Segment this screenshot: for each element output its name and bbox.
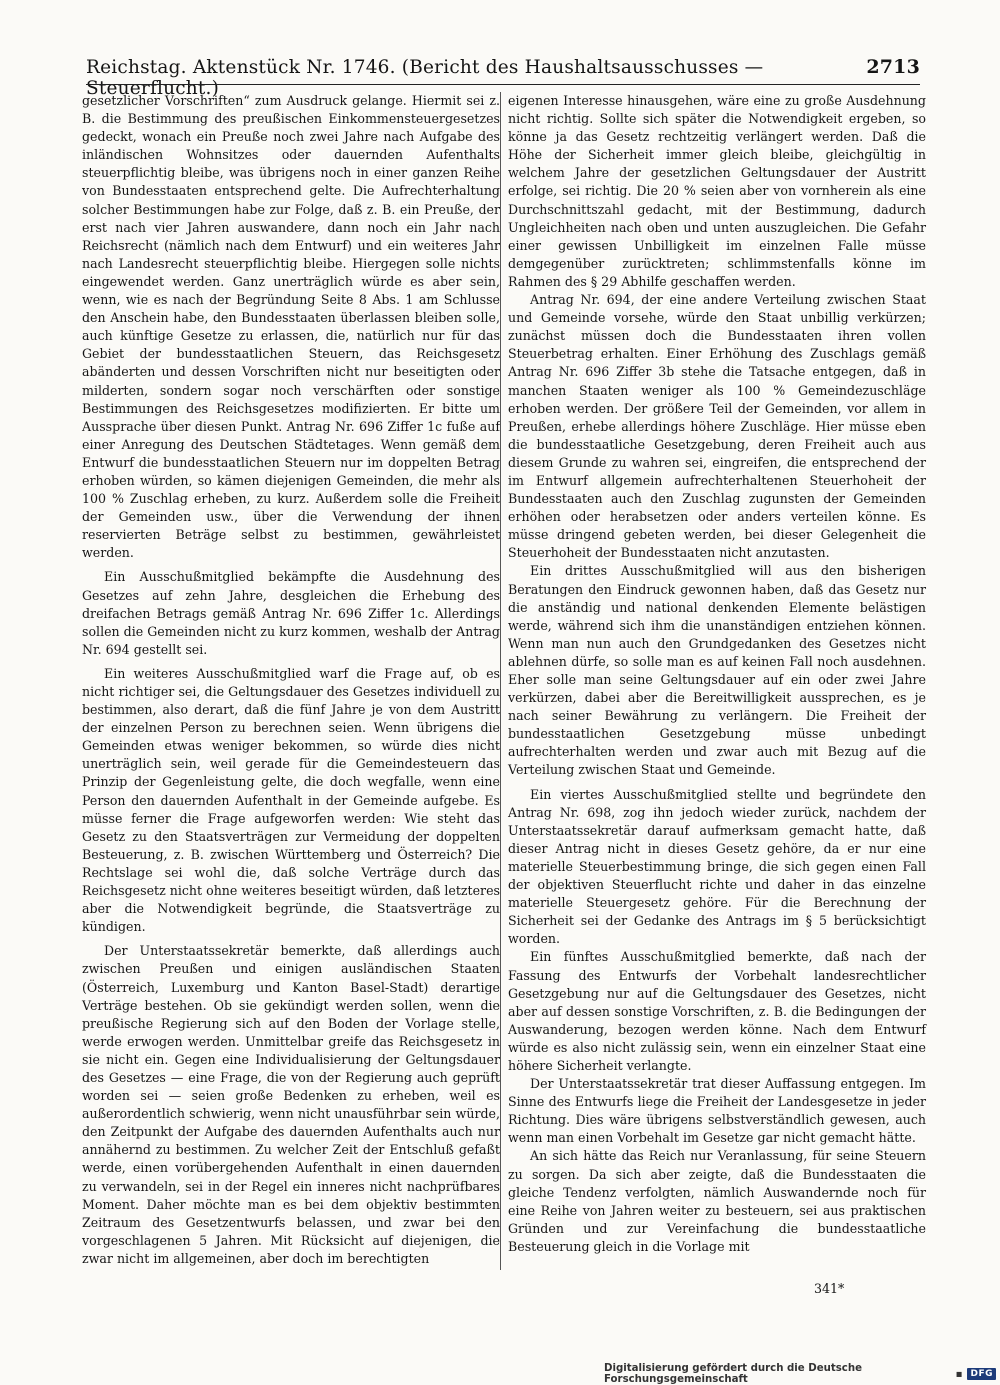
separator-dot: ▪ [955,1368,963,1380]
header-rule [86,84,920,85]
paragraph: gesetzlicher Vorschriften“ zum Ausdruck gelange. Hiermit sei z. B. die Bestimmung des preußischen Einkommensteuergesetzes gedeckt, wonach ein Preuße noch zwei Jahre nach Aufgabe des inländischen Wohnsitzes oder dauernden Aufenthalts steuerpflichtig bleibe, was übrigens noch in einer ganzen Reihe von Bundesstaaten entsprechend gelte. Die Aufrechterhaltung solcher Bestimmungen habe zur Folge, daß z. B. ein Preuße, der erst nach vier Jahren auswandere, dann noch ein Jahr nach Reichsrecht (nämlich nach dem Entwurf) und ein weiteres Jahr nach Landesrecht steuerpflichtig bleibe. Hiergegen solle nichts eingewendet werden. Ganz unerträglich würde es aber sein, wenn, wie es nach der Begründung Seite 8 Abs. 1 am Schlusse den Anschein habe, den Bundesstaaten überlassen bleiben solle, auch künftige Gesetze zu erlassen, die, natürlich nur für das Gebiet der bundesstaatlichen Steuern, das Reichsgesetz abänderten und dessen Vorschriften nicht nur beseitigten oder milderten, sondern sogar noch verschärften oder sonstige Bestimmungen des Reichsgesetzes modifizierten. Er bitte um Aussprache über diesen Punkt. Antrag Nr. 696 Ziffer 1c fuße auf einer Anregung des Deutschen Städtetages. Wenn gemäß dem Entwurf die bundesstaatlichen Steuern nur im doppelten Betrag erhoben würden, so kämen diejenigen Gemeinden, die mehr als 100 % Zuschlag erheben, zu kurz. Außerdem solle die Freiheit der Gemeinden usw., über die Verwendung der ihnen reservierten Beträge selbst zu bestimmen, gewährleistet werden. [82,93,500,561]
paragraph: An sich hätte das Reich nur Veranlassung, für seine Steuern zu sorgen. Da sich aber zeigte, daß die Bundesstaaten die gleiche Tendenz verfolgten, nämlich Auswandernde noch für eine Reihe von Jahren weiter zu besteuern, sei aus praktischen Gründen und zur Vereinfachung die bundesstaatliche Besteuerung gleich in die Vorlage mit [508,1148,926,1254]
paragraph: Der Unterstaatssekretär trat dieser Auffassung entgegen. Im Sinne des Entwurfs liege die Freiheit der Landesgesetze in jeder Richtung. Dies wäre übrigens selbstverständlich gewesen, auch wenn man einen Vorbehalt im Gesetze gar nicht gemacht hätte. [508,1076,926,1146]
left-column [82,92,500,1268]
paragraph: Ein viertes Ausschußmitglied stellte und begründete den Antrag Nr. 698, zog ihn jedoch wieder zurück, nachdem der Unterstaatssekretär darauf aufmerksam gemacht hatte, daß dieser Antrag nicht in dieses Gesetz gehöre, da er nur eine materielle Steuerbestimmung bringe, die sich gegen einen Fall der objektiven Steuerflucht richte und daher in das einzelne materielle Steuergesetz gehöre. Für die Berechnung der Sicherheit sei der Gedanke des Antrags im § 5 berücksichtigt worden. [508,786,926,947]
paragraph: Ein weiteres Ausschußmitglied warf die Frage auf, ob es nicht richtiger sei, die Geltungsdauer des Gesetzes individuell zu bestimmen, also derart, daß die fünf Jahre je von dem Austritt der einzelnen Person zu berechnen seien. Wenn übrigens die Gemeinden etwas weniger bekommen, so würde dies nicht unerträglich sein, weil gerade für die Gemeindesteuern das Prinzip der Gegenleistung gelte, die doch wegfalle, wenn eine Person den dauernden Aufenthalt in der Gemeinde aufgebe. Es müsse ferner die Frage aufgeworfen werden: Wie steht das Gesetz zu den Staatsverträgen zur Vermeidung der doppelten Besteuerung, z. B. zwischen Württemberg und Österreich? Die Rechtslage sei wohl die, daß solche Verträge durch das Reichsgesetz nicht ohne weiteres beseitigt würden, daß letzteres aber die Notwendigkeit begründe, die Staatsverträge zu kündigen. [82,665,500,935]
signature-mark: 341* [814,1281,845,1296]
running-title: Reichstag. Aktenstück Nr. 1746. (Bericht des Haushaltsausschusses — Steuerflucht.) [86,57,764,99]
digitization-footer [604,1363,996,1385]
dfg-logo: DFG [967,1368,996,1380]
right-column [508,92,926,1256]
footer-text: Digitalisierung gefördert durch die Deutsche Forschungsgemeinschaft [604,1363,862,1385]
paragraph: Ein Ausschußmitglied bekämpfte die Ausdehnung des Gesetzes auf zehn Jahre, desgleichen die Erhebung des dreifachen Betrags gemäß Antrag Nr. 696 Ziffer 1c. Allerdings sollen die Gemeinden nicht zu kurz kommen, weshalb der Antrag Nr. 694 gestellt sei. [82,569,500,657]
page-number: 2713 [866,56,920,78]
paragraph: eigenen Interesse hinausgehen, wäre eine zu große Ausdehnung nicht richtig. Sollte sich später die Notwendigkeit ergeben, so könne ja das Gesetz rechtzeitig verlängert werden. Daß die Höhe der Sicherheit immer gleich bleibe, gleichgültig in welchem Jahre der gesetzlichen Geltungsdauer der Austritt erfolge, sei richtig. Die 20 % seien aber von vornherein als eine Durchschnittszahl gedacht, mit der Bestimmung, dadurch Ungleichheiten nach oben und unten auszugleichen. Die Gefahr einer gewissen Unbilligkeit im einzelnen Falle müsse demgegenüber zurücktreten; schlimmstenfalls könne im Rahmen des § 29 Abhilfe geschaffen werden. [508,93,926,289]
column-divider [500,92,501,1270]
paragraph: Der Unterstaatssekretär bemerkte, daß allerdings auch zwischen Preußen und einigen ausländischen Staaten (Österreich, Luxemburg und Kanton Basel-Stadt) derartige Verträge bestehen. Ob sie gekündigt werden sollen, wenn die preußische Regierung sich auf den Boden der Vorlage stelle, werde erwogen werden. Unmittelbar greife das Reichsgesetz in sie nicht ein. Gegen eine Individualisierung der Geltungsdauer des Gesetzes — eine Frage, die von der Regierung auch geprüft worden sei — seien große Bedenken zu erheben, weil es außerordentlich schwierig, wenn nicht unausführbar sein würde, den Zeitpunkt der Aufgabe des dauernden Aufenthalts auch nur annähernd zu bestimmen. Zu welcher Zeit der Entschluß gefaßt werde, einen vorübergehenden Aufenthalt in einen dauernden zu verwandeln, sei in der Regel ein inneres nicht nachprüfbares Moment. Daher möchte man es bei dem objektiv bestimmten Zeitraum des Gesetzentwurfs belassen, und zwar bei den vorgeschlagenen 5 Jahren. Mit Rücksicht auf diejenigen, die zwar nicht im allgemeinen, aber doch im berechtigten [82,943,500,1266]
paragraph: Ein fünftes Ausschußmitglied bemerkte, daß nach der Fassung des Entwurfs der Vorbehalt landesrechtlicher Gesetzgebung nur auf die Geltungsdauer des Gesetzes, nicht aber auf dessen sonstige Vorschriften, z. B. die Bedingungen der Auswanderung, bezogen werden könne. Nach dem Entwurf würde es also nicht zulässig sein, wenn ein einzelner Staat eine höhere Sicherheit verlangte. [508,949,926,1073]
paragraph: Ein drittes Ausschußmitglied will aus den bisherigen Beratungen den Eindruck gewonnen haben, daß das Gesetz nur die anständig und national denkenden Elemente belästigen werde, während sich ihm die unanständigen entziehen können. Wenn man nun auch den Grundgedanken des Gesetzes nicht ablehnen dürfe, so solle man es auf keinen Fall noch ausdehnen. Eher solle man seine Geltungsdauer auf ein oder zwei Jahre verkürzen, dabei aber die Bereitwilligkeit aussprechen, es je nach seiner Bewährung zu verlängern. Die Freiheit der bundesstaatlichen Gesetzgebung müsse unbedingt aufrechterhalten werden und zwar auch mit Bezug auf die Verteilung zwischen Staat und Gemeinde. [508,563,926,778]
page-header [86,56,920,99]
paragraph: Antrag Nr. 694, der eine andere Verteilung zwischen Staat und Gemeinde vorsehe, würde den Staat unbillig verkürzen; zunächst müssen doch die Bundesstaaten ihren vollen Steuerbetrag erhalten. Einer Erhöhung des Zuschlags gemäß Antrag Nr. 696 Ziffer 3b stehe die Tatsache entgegen, daß in manchen Staaten weniger als 100 % Gemeindezuschläge erhoben werden. Der größere Teil der Gemeinden, vor allem in Preußen, erhebe allerdings höhere Zuschläge. Hier müsse eben die bundesstaatliche Gesetzgebung, deren Freiheit auch aus diesem Grunde zu wahren sei, eingreifen, die entsprechend der im Entwurf allgemein aufrechterhaltenen Steuerhoheit der Bundesstaaten auch den Zuschlag zugunsten der Gemeinden erhöhen oder herabsetzen oder anders verteilen könne. Es müsse dringend gebeten werden, bei dieser Gelegenheit die Steuerhoheit der Bundesstaaten nicht anzutasten. [508,292,926,561]
